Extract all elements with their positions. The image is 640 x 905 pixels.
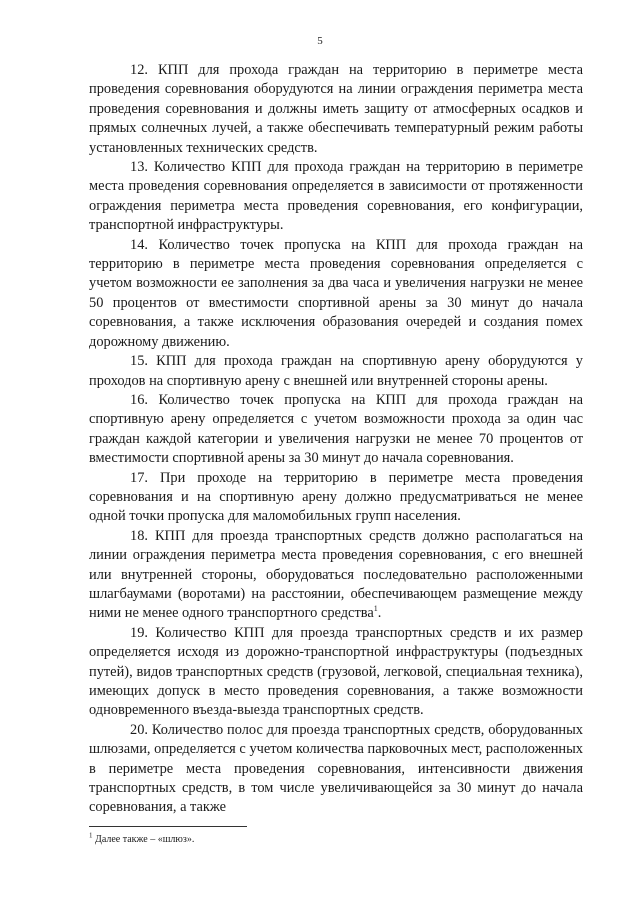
paragraph-tail: . — [377, 605, 382, 622]
paragraph-17 — [89, 469, 583, 527]
footnote-divider — [89, 826, 247, 827]
paragraph-number: 16. — [130, 391, 148, 408]
paragraph-13 — [89, 158, 583, 236]
footnote-text: Далее также – «шлюз». — [92, 834, 195, 845]
paragraph-number: 12. — [130, 62, 148, 78]
paragraph-number: 18. — [130, 527, 148, 544]
page-number: 5 — [317, 35, 323, 47]
paragraph-text: Количество КПП для проезда транспортных средств и их размер определяется исходя из дорожно-транспортной инфраструктуры (подъездных путей), видов транспортных средств (грузовой, легковой, специальная техника), имеющих допуск в место проведения соревнования, а также возможности одновременного въезда-выезда транспортных средств. — [89, 624, 583, 719]
document-body — [89, 61, 583, 818]
paragraph-15 — [89, 352, 583, 391]
paragraph-text: Количество точек пропуска на КПП для прохода граждан на спортивную арену определяется с учетом возможности прохода за один час граждан каждой категории и увеличения нагрузки не менее 70 процентов от вместимости спортивной арены за 30 минут до начала соревнования. — [89, 391, 583, 467]
paragraph-number: 13. — [130, 159, 148, 176]
footnote — [89, 833, 583, 846]
paragraph-12 — [89, 61, 583, 158]
paragraph-number: 14. — [130, 236, 148, 253]
paragraph-text: КПП для прохода граждан на территорию в периметре места проведения соревнования оборудуются на линии ограждения периметра места проведения соревнования и должны иметь защиту от атмосферных осадков и прямых солнечных лучей, а также обеспечивать температурный режим работы установленных технических средств. — [89, 62, 583, 156]
paragraph-16 — [89, 391, 583, 469]
paragraph-text: Количество точек пропуска на КПП для прохода граждан на территорию в периметре места проведения соревнования определяется с учетом возможности ее заполнения за два часа и увеличения нагрузки не менее 50 процентов от вместимости спортивной арены за 30 минут до начала соревнования, а также исключения образования очередей и создания помех дорожному движению. — [89, 236, 583, 350]
footnote-reference[interactable]: 1 — [373, 604, 378, 614]
paragraph-text: Количество КПП для прохода граждан на территорию в периметре места проведения соревнования определяется в зависимости от протяженности ограждения периметра места проведения соревнования, его конфигурации, транспортной инфраструктуры. — [89, 159, 583, 234]
paragraph-19 — [89, 624, 583, 721]
paragraph-text: КПП для прохода граждан на спортивную арену оборудуются у проходов на спортивную арену с внешней или внутренней стороны арены. — [89, 353, 583, 389]
paragraph-18 — [89, 527, 583, 624]
paragraph-text: Количество полос для проезда транспортных средств, оборудованных шлюзами, определяется с учетом количества парковочных мест, расположенных в периметре места проведения соревнования, интенсивности движения транспортных средств, в том числе увеличивающейся за 30 минут до начала соревнования, а также — [89, 721, 583, 816]
footnote-marker: 1 — [89, 831, 93, 840]
paragraph-number: 15. — [130, 353, 148, 370]
paragraph-number: 19. — [130, 624, 148, 641]
paragraph-text: КПП для проезда транспортных средств должно располагаться на линии ограждения периметра места проведения соревнования, с его внешней или внутренней стороны, оборудоваться последовательно расположенными шлагбаумами (воротами) на расстоянии, обеспечивающем размещение между ними не менее одного транспортного средства — [89, 527, 583, 622]
paragraph-14 — [89, 236, 583, 352]
paragraph-number: 17. — [130, 469, 148, 486]
paragraph-20 — [89, 721, 583, 818]
paragraph-text: При проходе на территорию в периметре места проведения соревнования и на спортивную арену должно предусматриваться не менее одной точки пропуска для маломобильных групп населения. — [89, 469, 583, 525]
paragraph-number: 20. — [130, 721, 148, 738]
